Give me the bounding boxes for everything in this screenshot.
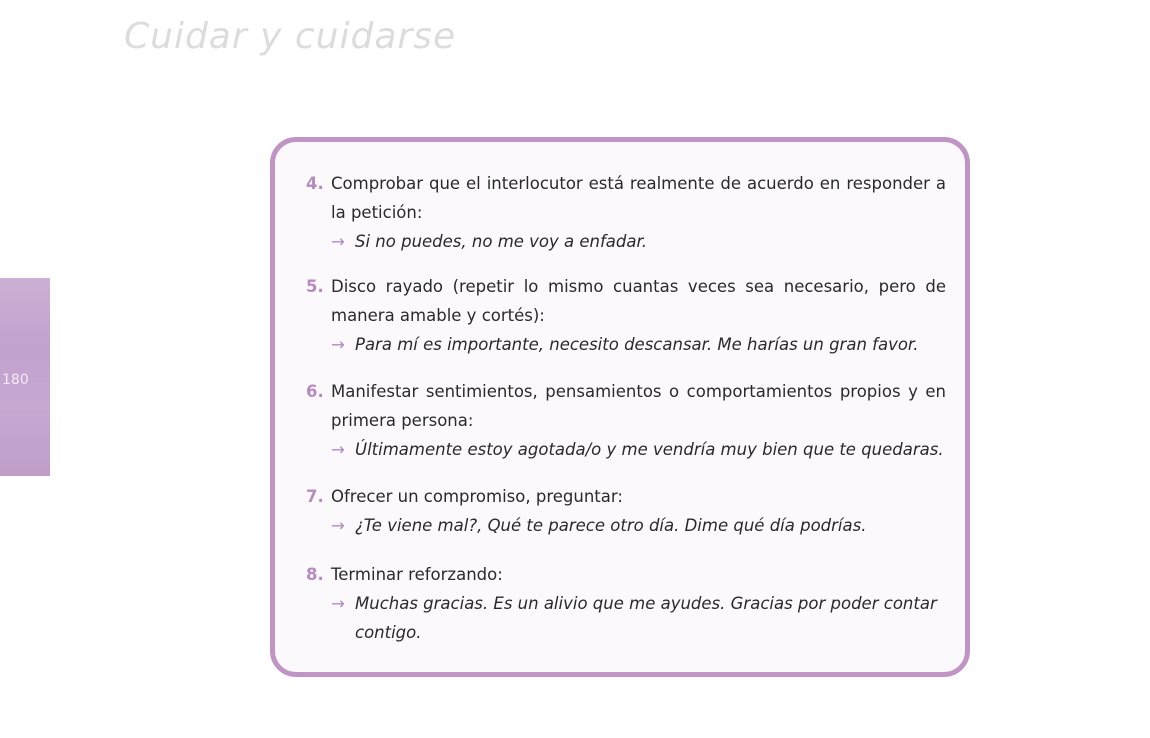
item-text: Disco rayado (repetir lo mismo cuantas veces sea necesario, pero de manera amable y cortés):	[331, 277, 946, 325]
list-item	[306, 377, 946, 464]
page-number: 180	[2, 372, 29, 388]
list-item	[306, 169, 946, 256]
item-number: 8.	[306, 565, 324, 584]
example-text: Para mí es importante, necesito descansar. Me harías un gran favor.	[355, 335, 919, 354]
arrow-right-icon: →	[331, 594, 345, 613]
example-text: Muchas gracias. Es un alivio que me ayudes. Gracias por poder contar contigo.	[355, 594, 937, 642]
arrow-right-icon: →	[331, 440, 345, 459]
item-example	[306, 589, 946, 647]
arrow-right-icon: →	[331, 335, 345, 354]
item-number: 6.	[306, 382, 324, 401]
item-example	[306, 435, 946, 464]
example-text: ¿Te viene mal?, Qué te parece otro día. Dime qué día podrías.	[355, 516, 867, 535]
arrow-right-icon: →	[331, 232, 345, 251]
item-number: 5.	[306, 277, 324, 296]
item-text: Comprobar que el interlocutor está realmente de acuerdo en responder a la petición:	[331, 174, 946, 222]
example-text: Si no puedes, no me voy a enfadar.	[355, 232, 648, 251]
item-text: Terminar reforzando:	[331, 565, 503, 584]
example-text: Últimamente estoy agotada/o y me vendría muy bien que te quedaras.	[355, 440, 944, 459]
item-text: Manifestar sentimientos, pensamientos o comportamientos propios y en primera persona:	[331, 382, 946, 430]
list-item	[306, 482, 946, 540]
item-number: 7.	[306, 487, 324, 506]
item-example	[306, 227, 946, 256]
arrow-right-icon: →	[331, 516, 345, 535]
list-item	[306, 272, 946, 359]
running-title: Cuidar y cuidarse	[124, 16, 457, 57]
item-text: Ofrecer un compromiso, preguntar:	[331, 487, 623, 506]
item-number: 4.	[306, 174, 324, 193]
list-item	[306, 560, 946, 647]
item-example	[306, 330, 946, 359]
item-example	[306, 511, 946, 540]
